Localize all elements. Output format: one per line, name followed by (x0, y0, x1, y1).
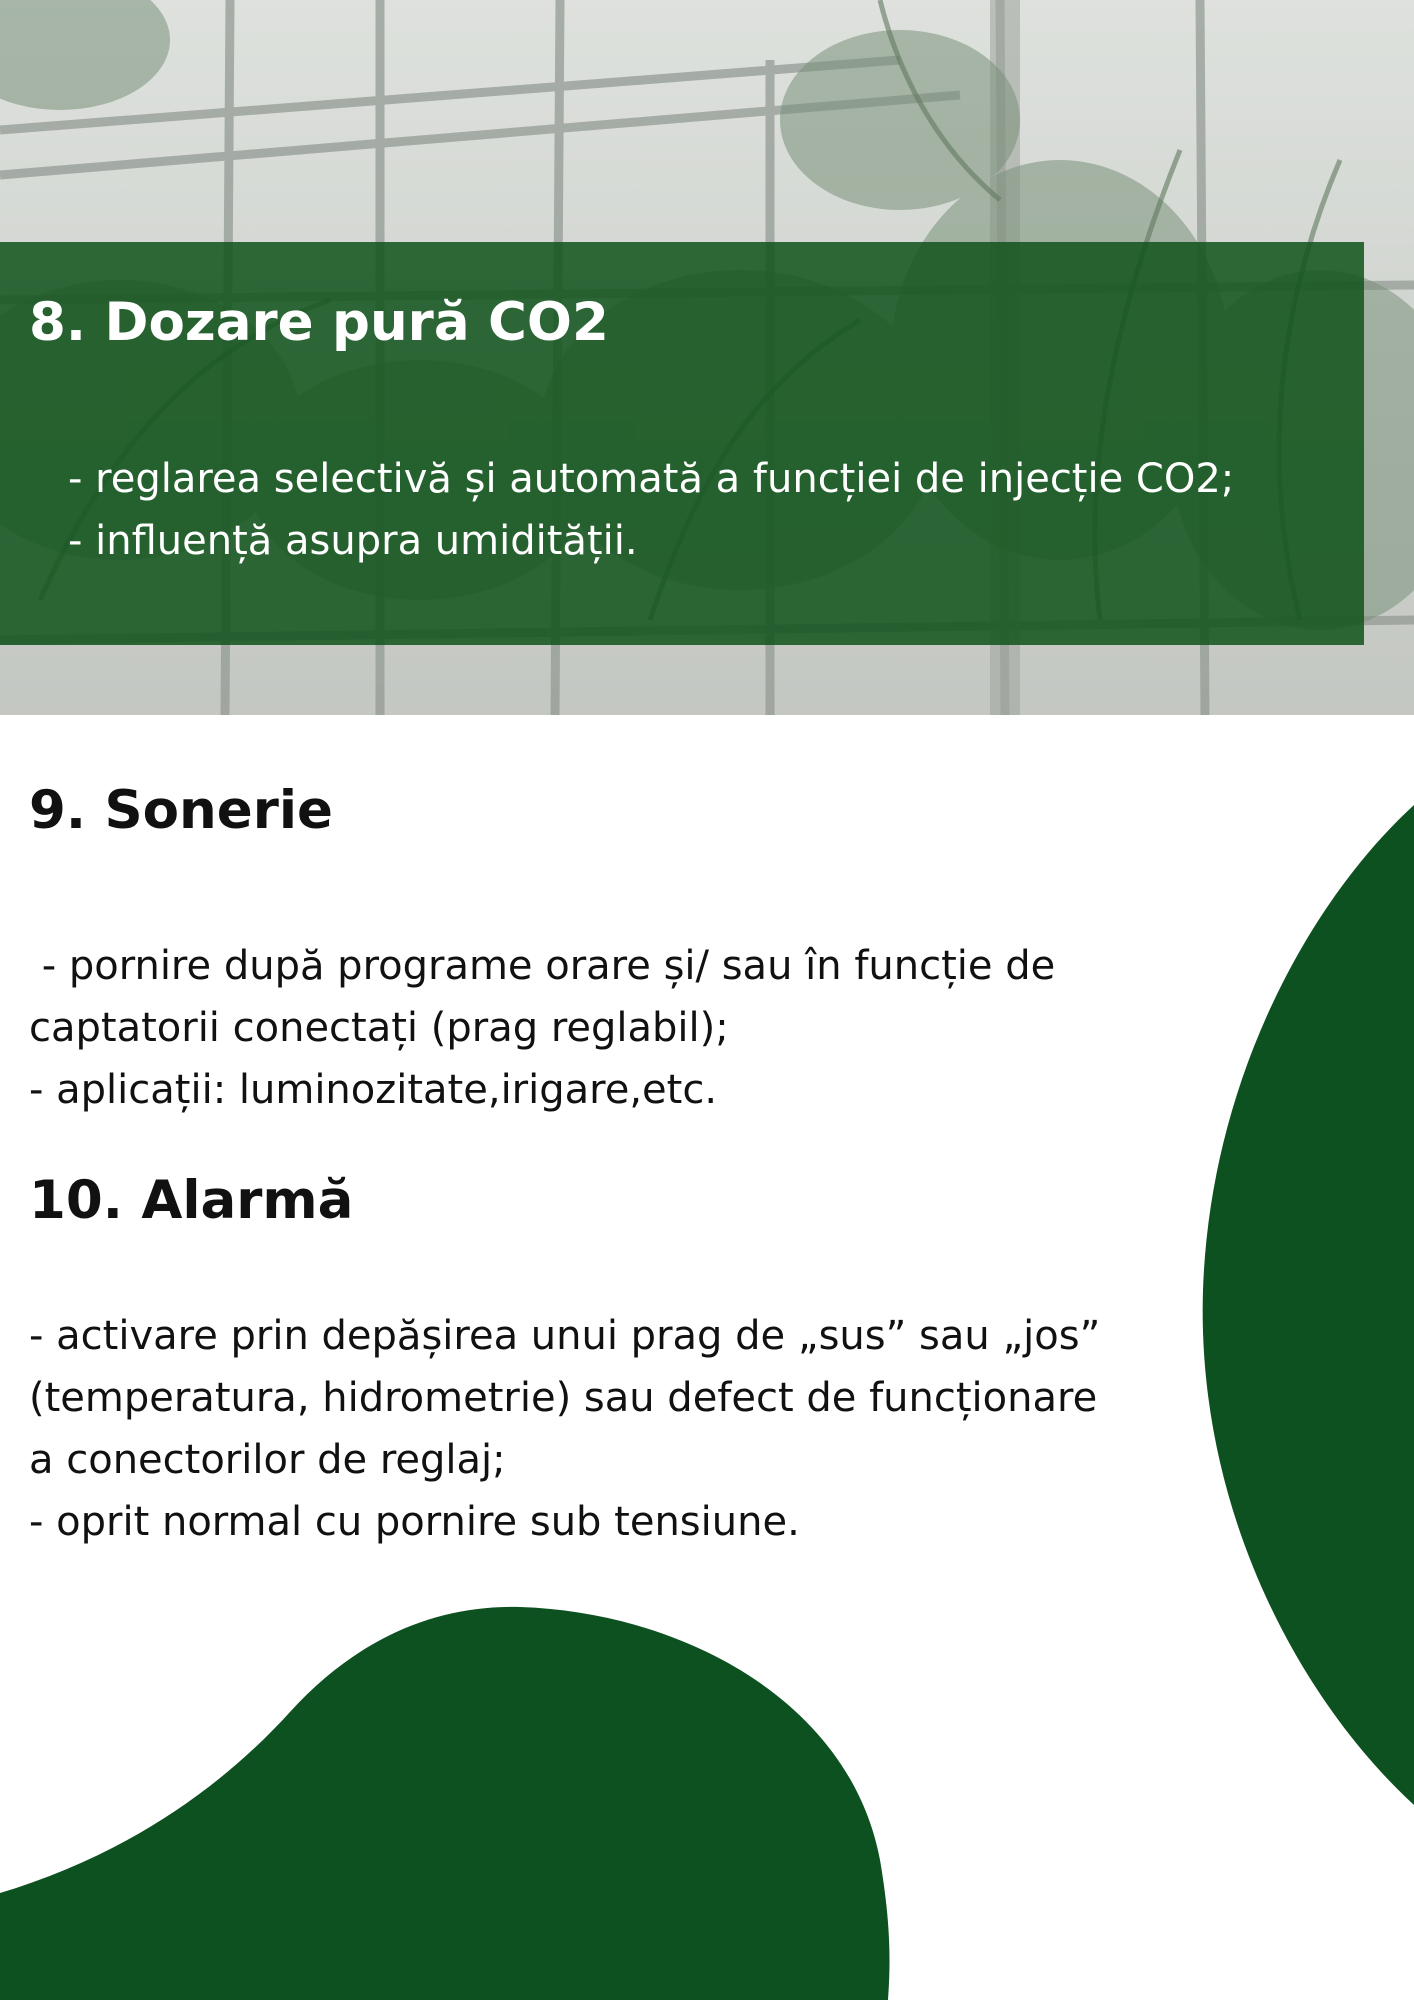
section-title-co2: 8. Dozare pură CO2 (29, 292, 609, 353)
list-item: captatorii conectați (prag reglabil); (29, 1005, 729, 1051)
list-item: - oprit normal cu pornire sub tensiune. (29, 1499, 800, 1545)
list-item: - activare prin depășirea unui prag de „sus” sau „jos” (29, 1313, 1101, 1359)
list-item: - influență asupra umidității. (68, 518, 638, 564)
bottom-blob-shape (0, 1607, 890, 2000)
section-title-sonerie: 9. Sonerie (29, 780, 333, 841)
list-item: (temperatura, hidrometrie) sau defect de funcționare (29, 1375, 1098, 1421)
section-title-alarma: 10. Alarmă (29, 1170, 354, 1231)
section-body-co2 (68, 448, 1234, 572)
list-item: - pornire după programe orare și/ sau în funcție de (29, 943, 1056, 989)
list-item: - aplicații: luminozitate,irigare,etc. (29, 1067, 718, 1113)
list-item: - reglarea selectivă și automată a funcției de injecție CO2; (68, 456, 1235, 502)
right-blob-shape (1203, 805, 1414, 1805)
list-item: a conectorilor de reglaj; (29, 1437, 506, 1483)
section-body-sonerie (29, 935, 1055, 1121)
hero-photo (0, 0, 1414, 715)
section-body-alarma (29, 1305, 1100, 1553)
